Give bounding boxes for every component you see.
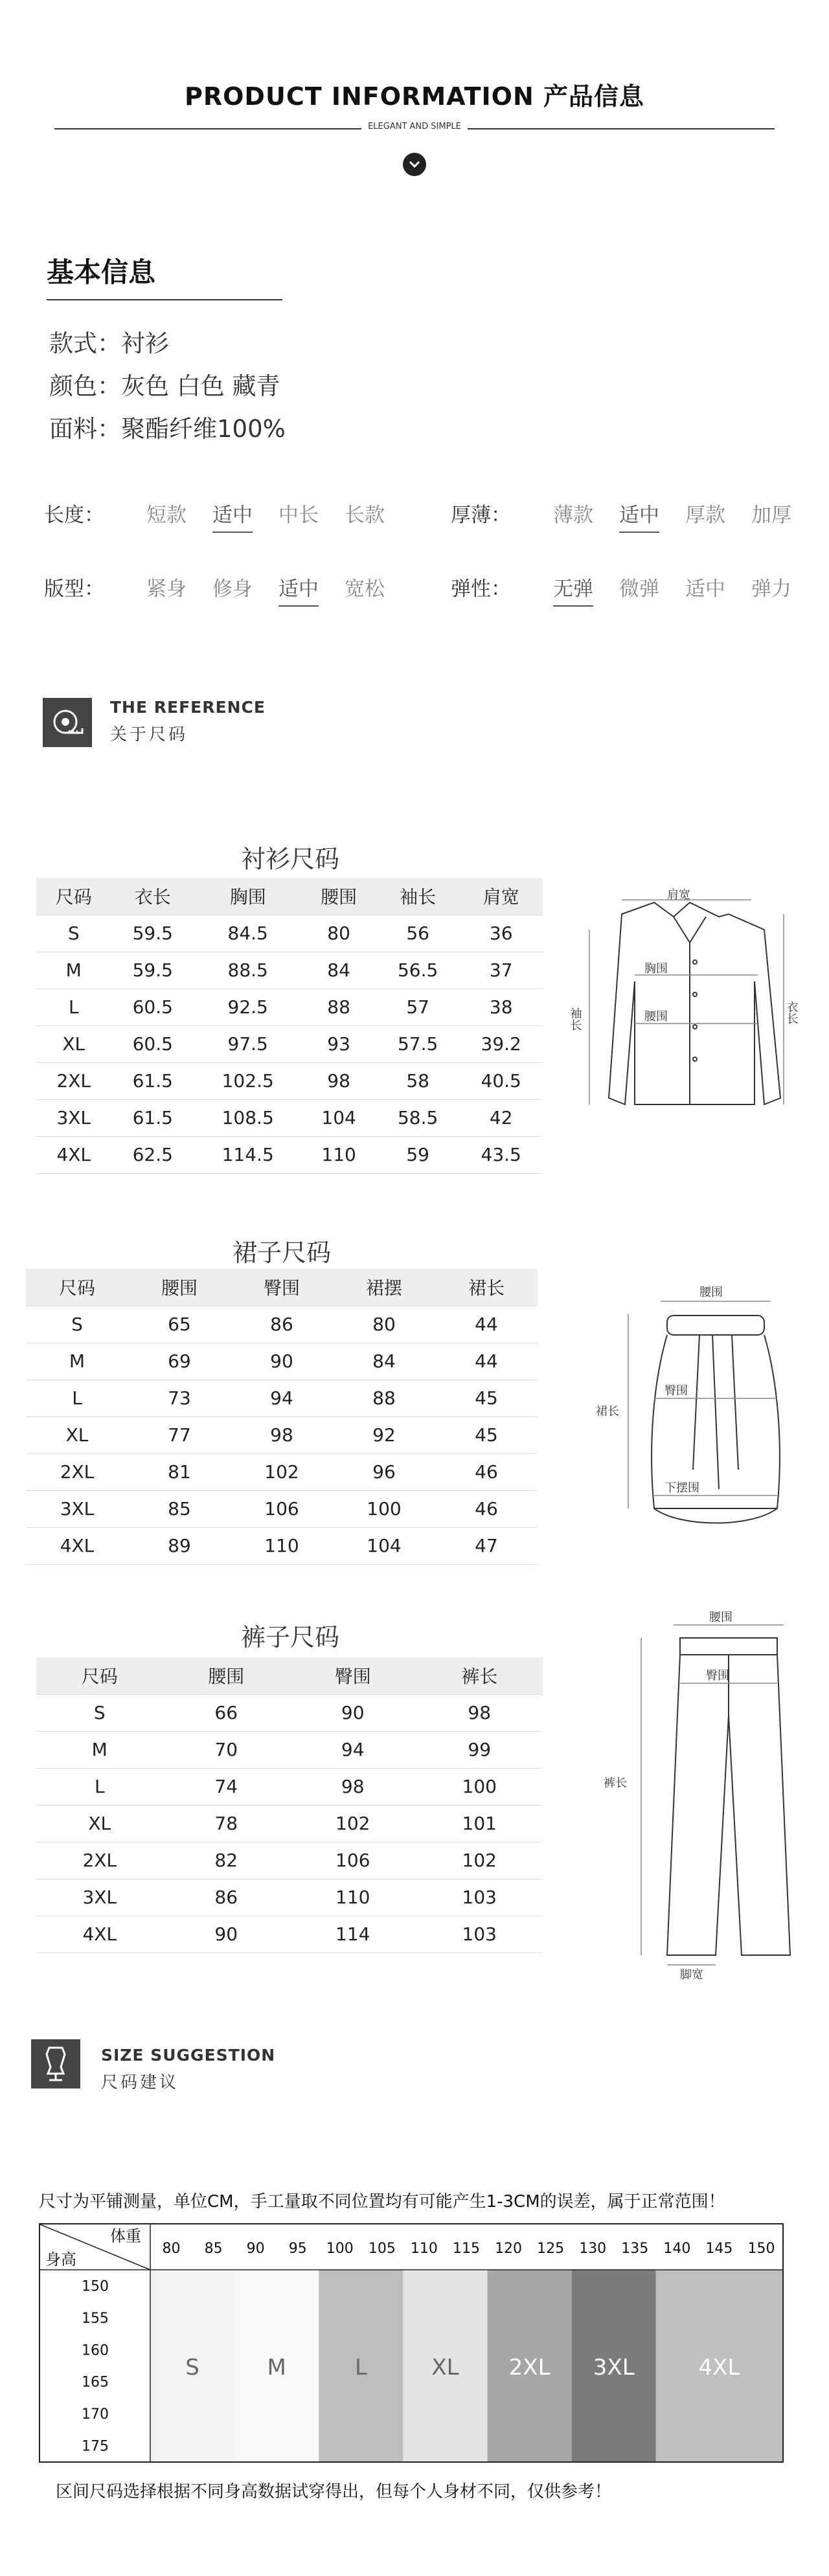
- skirt-waist-label: 腰围: [699, 1286, 723, 1299]
- height-label: 150: [82, 2278, 109, 2295]
- skirt-table-cell: 77: [128, 1417, 231, 1453]
- measurement-note: 尺寸为平铺测量，单位CM，手工量取不同位置均有可能产生1-3CM的误差，属于正常范围！: [39, 2192, 725, 2212]
- pants-table-cell: 98: [416, 1694, 543, 1731]
- skirt-table-cell: 2XL: [26, 1453, 128, 1490]
- shirt-table-cell: 61.5: [111, 1099, 195, 1136]
- size-grid-svg: [40, 2224, 782, 2461]
- corner-height-label: 身高: [45, 2250, 76, 2268]
- skirt-table-header-cell: 尺码: [26, 1269, 128, 1306]
- size-band-label: XL: [431, 2355, 459, 2380]
- size-band-label: 3XL: [593, 2355, 635, 2380]
- skirt-table-header-cell: 裙长: [435, 1269, 538, 1306]
- shirt-table-cell: 98: [301, 1062, 376, 1099]
- shirt-table-cell: 80: [301, 915, 376, 952]
- pants-table-cell: 102: [290, 1805, 416, 1842]
- size-band-label: 2XL: [508, 2355, 551, 2380]
- length-label: 长度：: [44, 504, 104, 527]
- pants-table-row: [36, 1731, 543, 1768]
- weight-label: 110: [410, 2241, 438, 2257]
- thickness-option-4: 加厚: [751, 504, 791, 527]
- skirt-table-cell: 73: [128, 1380, 231, 1417]
- skirt-table-cell: 88: [333, 1380, 435, 1417]
- skirt-size-table: [26, 1269, 538, 1565]
- shirt-table-cell: 60.5: [111, 989, 195, 1025]
- pants-table-header-cell: 裤长: [416, 1657, 543, 1694]
- shirt-shoulder-label: 肩宽: [667, 888, 690, 902]
- basic-info-underline: [47, 299, 282, 300]
- weight-label: 130: [579, 2241, 607, 2257]
- skirt-table-row: [26, 1490, 538, 1527]
- pants-table-cell: 110: [290, 1879, 416, 1916]
- skirt-table-cell: 3XL: [26, 1490, 128, 1527]
- shirt-diagram: [568, 888, 810, 1176]
- thickness-option-2-selected: 适中: [619, 498, 659, 533]
- suggestion-heading-en: SIZE SUGGESTION: [101, 2046, 276, 2065]
- thickness-option-1: 薄款: [553, 504, 593, 527]
- shirt-sleeve-label: 袖长: [568, 1007, 582, 1031]
- skirt-table-row: [26, 1343, 538, 1380]
- chevron-down-icon: [403, 153, 426, 176]
- shirt-table-header-cell: 胸围: [194, 878, 301, 915]
- weight-label: 145: [705, 2241, 733, 2257]
- skirt-table-cell: 84: [333, 1343, 435, 1380]
- height-label: 170: [82, 2406, 109, 2423]
- skirt-table-cell: 92: [333, 1417, 435, 1453]
- reference-heading-cn: 关于尺码: [110, 725, 188, 745]
- shirt-table-row: [36, 952, 543, 989]
- skirt-table-cell: 44: [435, 1306, 538, 1343]
- elasticity-option-4: 弹力: [751, 577, 791, 601]
- pants-table-row: [36, 1768, 543, 1805]
- skirt-hip-label: 臀围: [664, 1384, 688, 1398]
- shirt-table-header-cell: 衣长: [111, 878, 195, 915]
- header-subtitle-text: ELEGANT AND SIMPLE: [361, 122, 468, 131]
- skirt-table-cell: 96: [333, 1453, 435, 1490]
- pants-table-cell: 101: [416, 1805, 543, 1842]
- length-option-1: 短款: [146, 504, 187, 527]
- shirt-table-cell: 61.5: [111, 1062, 195, 1099]
- weight-label: 125: [537, 2241, 565, 2257]
- shirt-table-cell: 62.5: [111, 1136, 195, 1173]
- skirt-table-title: 裙子尺码: [232, 1238, 331, 1267]
- shirt-table-cell: 59.5: [111, 952, 195, 989]
- thickness-label: 厚薄：: [451, 504, 511, 527]
- height-label: 165: [82, 2374, 109, 2391]
- pants-table-cell: 90: [290, 1694, 416, 1731]
- shirt-table-title: 衬衫尺码: [240, 845, 339, 873]
- shirt-table-header-cell: 腰围: [301, 878, 376, 915]
- pants-table-row: [36, 1916, 543, 1953]
- length-option-2-selected: 适中: [212, 498, 253, 533]
- size-suggestion-grid: [39, 2223, 784, 2463]
- shirt-table-header-cell: 肩宽: [459, 878, 543, 915]
- skirt-table-row: [26, 1453, 538, 1490]
- pants-table-cell: S: [36, 1694, 163, 1731]
- skirt-table-header-row: [26, 1269, 538, 1306]
- pants-table-header-cell: 尺码: [36, 1657, 163, 1694]
- size-band-label: S: [185, 2355, 199, 2380]
- length-option-3: 中长: [278, 504, 319, 527]
- shirt-table-cell: 59: [376, 1136, 460, 1173]
- skirt-table-row: [26, 1380, 538, 1417]
- pants-table-cell: 103: [416, 1916, 543, 1953]
- pants-table-cell: 66: [163, 1694, 290, 1731]
- shirt-table-cell: 104: [301, 1099, 376, 1136]
- pants-diagram: [583, 1612, 803, 1981]
- pants-table-cell: 114: [290, 1916, 416, 1953]
- skirt-table-row: [26, 1306, 538, 1343]
- skirt-table-cell: 110: [231, 1527, 333, 1564]
- pants-table-header-row: [36, 1657, 543, 1694]
- shirt-table-cell: S: [36, 915, 111, 952]
- shirt-table-cell: 84: [301, 952, 376, 989]
- weight-label: 115: [453, 2241, 480, 2257]
- shirt-table-row: [36, 1025, 543, 1062]
- reference-heading-en: THE REFERENCE: [110, 698, 266, 717]
- shirt-table-cell: 84.5: [194, 915, 301, 952]
- shirt-table-cell: 92.5: [194, 989, 301, 1025]
- skirt-hem-label: 下摆围: [664, 1481, 699, 1495]
- pants-table-cell: 3XL: [36, 1879, 163, 1916]
- weight-label: 120: [495, 2241, 523, 2257]
- skirt-table-cell: 45: [435, 1417, 538, 1453]
- elasticity-label: 弹性：: [451, 577, 511, 601]
- corner-weight-label: 体重: [110, 2227, 141, 2245]
- shirt-table-row: [36, 915, 543, 952]
- skirt-table-cell: 65: [128, 1306, 231, 1343]
- pants-table-cell: 100: [416, 1768, 543, 1805]
- pants-table-cell: 78: [163, 1805, 290, 1842]
- skirt-table-header-cell: 臀围: [231, 1269, 333, 1306]
- thickness-option-3: 厚款: [685, 504, 725, 527]
- skirt-table-cell: M: [26, 1343, 128, 1380]
- pants-table-cell: 98: [290, 1768, 416, 1805]
- pants-waist-label: 腰围: [709, 1611, 732, 1624]
- size-band-label: L: [354, 2355, 367, 2380]
- skirt-table-row: [26, 1417, 538, 1453]
- shirt-table-cell: 43.5: [459, 1136, 543, 1173]
- elasticity-option-1-selected: 无弹: [553, 572, 593, 607]
- skirt-length-label: 裙长: [596, 1405, 619, 1418]
- fit-option-3-selected: 适中: [278, 572, 319, 607]
- shirt-table-row: [36, 1136, 543, 1173]
- skirt-table-cell: 80: [333, 1306, 435, 1343]
- weight-label: 80: [162, 2241, 181, 2257]
- pants-hip-label: 臀围: [706, 1669, 729, 1683]
- shirt-table-cell: 56: [376, 915, 460, 952]
- skirt-table-cell: 46: [435, 1490, 538, 1527]
- fabric-line: 面料：聚酯纤维100%: [49, 415, 286, 443]
- shirt-table-cell: 37: [459, 952, 543, 989]
- shirt-table-cell: 38: [459, 989, 543, 1025]
- weight-label: 90: [246, 2241, 265, 2257]
- pants-table-cell: 82: [163, 1842, 290, 1879]
- shirt-table-cell: 56.5: [376, 952, 460, 989]
- size-band-label: 4XL: [698, 2355, 740, 2380]
- skirt-table-cell: 98: [231, 1417, 333, 1453]
- shirt-table-cell: 88.5: [194, 952, 301, 989]
- shirt-table-header-row: [36, 878, 543, 915]
- shirt-table-cell: 102.5: [194, 1062, 301, 1099]
- shirt-table-cell: M: [36, 952, 111, 989]
- shirt-table-cell: 88: [301, 989, 376, 1025]
- shirt-length-label: 衣长: [784, 1001, 799, 1024]
- fit-label: 版型：: [44, 577, 104, 601]
- shirt-table-header-cell: 袖长: [376, 878, 460, 915]
- weight-label: 140: [663, 2241, 691, 2257]
- disclaimer-note: 区间尺码选择根据不同身高数据试穿得出，但每个人身材不同，仅供参考！: [56, 2482, 612, 2502]
- skirt-table-cell: 81: [128, 1453, 231, 1490]
- measuring-tape-icon: [43, 698, 92, 747]
- shirt-table-cell: 93: [301, 1025, 376, 1062]
- skirt-table-cell: 85: [128, 1490, 231, 1527]
- pants-length-label: 裤长: [604, 1776, 627, 1790]
- elasticity-option-3: 适中: [685, 577, 725, 601]
- skirt-table-cell: 106: [231, 1490, 333, 1527]
- elasticity-option-2: 微弹: [619, 577, 659, 601]
- shirt-table-row: [36, 989, 543, 1025]
- skirt-table-cell: 46: [435, 1453, 538, 1490]
- dress-form-icon: [31, 2039, 80, 2089]
- height-label: 175: [82, 2438, 109, 2455]
- pants-table-row: [36, 1805, 543, 1842]
- shirt-table-cell: 114.5: [194, 1136, 301, 1173]
- pants-table-cell: 74: [163, 1768, 290, 1805]
- skirt-table-cell: 69: [128, 1343, 231, 1380]
- fit-option-1: 紧身: [146, 577, 187, 601]
- height-label: 160: [82, 2342, 109, 2359]
- pants-table-cell: 103: [416, 1879, 543, 1916]
- length-option-4: 长款: [345, 504, 385, 527]
- page-title: PRODUCT INFORMATION 产品信息: [185, 82, 644, 111]
- pants-table-cell: 70: [163, 1731, 290, 1768]
- pants-size-table: [36, 1657, 543, 1953]
- shirt-table-cell: 57: [376, 989, 460, 1025]
- pants-leg-label: 脚宽: [680, 1968, 703, 1982]
- pants-table-cell: 99: [416, 1731, 543, 1768]
- shirt-table-cell: 36: [459, 915, 543, 952]
- weight-label: 85: [204, 2241, 223, 2257]
- skirt-table-cell: 89: [128, 1527, 231, 1564]
- shirt-table-cell: XL: [36, 1025, 111, 1062]
- shirt-table-cell: 110: [301, 1136, 376, 1173]
- skirt-table-cell: 45: [435, 1380, 538, 1417]
- shirt-size-table: [36, 878, 543, 1174]
- skirt-table-cell: 94: [231, 1380, 333, 1417]
- skirt-table-header-cell: 腰围: [128, 1269, 231, 1306]
- skirt-table-cell: 90: [231, 1343, 333, 1380]
- skirt-table-cell: 47: [435, 1527, 538, 1564]
- shirt-table-cell: 60.5: [111, 1025, 195, 1062]
- pants-table-header-cell: 臀围: [290, 1657, 416, 1694]
- shirt-table-cell: 59.5: [111, 915, 195, 952]
- weight-label: 135: [621, 2241, 649, 2257]
- attribute-row-1: [44, 498, 802, 537]
- suggestion-heading-cn: 尺码建议: [101, 2073, 179, 2092]
- pants-table-cell: M: [36, 1731, 163, 1768]
- pants-table-row: [36, 1879, 543, 1916]
- pants-table-title: 裤子尺码: [240, 1623, 339, 1652]
- skirt-table-cell: 86: [231, 1306, 333, 1343]
- weight-label: 95: [288, 2241, 307, 2257]
- skirt-table-cell: 104: [333, 1527, 435, 1564]
- weight-label: 105: [368, 2241, 396, 2257]
- shirt-chest-label: 胸围: [644, 962, 668, 976]
- pants-table-cell: 106: [290, 1842, 416, 1879]
- color-line: 颜色：灰色 白色 藏青: [49, 372, 280, 400]
- shirt-table-cell: 2XL: [36, 1062, 111, 1099]
- pants-table-cell: 90: [163, 1916, 290, 1953]
- shirt-table-cell: 108.5: [194, 1099, 301, 1136]
- skirt-table-cell: S: [26, 1306, 128, 1343]
- fit-option-4: 宽松: [345, 577, 385, 601]
- shirt-table-header-cell: 尺码: [36, 878, 111, 915]
- attribute-row-2: [44, 572, 802, 611]
- skirt-table-row: [26, 1527, 538, 1564]
- shirt-table-row: [36, 1099, 543, 1136]
- shirt-table-cell: L: [36, 989, 111, 1025]
- size-band-label: M: [267, 2355, 286, 2380]
- skirt-table-header-cell: 裙摆: [333, 1269, 435, 1306]
- shirt-table-cell: 4XL: [36, 1136, 111, 1173]
- weight-label: 100: [326, 2241, 354, 2257]
- pants-table-cell: XL: [36, 1805, 163, 1842]
- skirt-table-cell: 4XL: [26, 1527, 128, 1564]
- shirt-table-row: [36, 1062, 543, 1099]
- shirt-table-cell: 58.5: [376, 1099, 460, 1136]
- pants-table-cell: L: [36, 1768, 163, 1805]
- skirt-diagram: [583, 1275, 803, 1560]
- header-subtitle: [0, 122, 829, 131]
- basic-info-title: 基本信息: [47, 256, 156, 288]
- shirt-table-cell: 58: [376, 1062, 460, 1099]
- pants-table-cell: 2XL: [36, 1842, 163, 1879]
- pants-table-cell: 94: [290, 1731, 416, 1768]
- shirt-table-cell: 57.5: [376, 1025, 460, 1062]
- pants-table-cell: 4XL: [36, 1916, 163, 1953]
- pants-table-header-cell: 腰围: [163, 1657, 290, 1694]
- pants-table-cell: 86: [163, 1879, 290, 1916]
- shirt-table-cell: 40.5: [459, 1062, 543, 1099]
- style-line: 款式：衬衫: [49, 330, 169, 357]
- height-label: 155: [82, 2311, 109, 2327]
- shirt-table-cell: 3XL: [36, 1099, 111, 1136]
- skirt-table-cell: XL: [26, 1417, 128, 1453]
- skirt-table-cell: L: [26, 1380, 128, 1417]
- pants-table-row: [36, 1842, 543, 1879]
- pants-table-cell: 102: [416, 1842, 543, 1879]
- weight-label: 150: [747, 2241, 775, 2257]
- shirt-waist-label: 腰围: [644, 1010, 668, 1024]
- shirt-table-cell: 42: [459, 1099, 543, 1136]
- skirt-table-cell: 102: [231, 1453, 333, 1490]
- shirt-table-cell: 97.5: [194, 1025, 301, 1062]
- pants-table-row: [36, 1694, 543, 1731]
- skirt-table-cell: 44: [435, 1343, 538, 1380]
- skirt-table-cell: 100: [333, 1490, 435, 1527]
- shirt-table-cell: 39.2: [459, 1025, 543, 1062]
- fit-option-2: 修身: [212, 577, 253, 601]
